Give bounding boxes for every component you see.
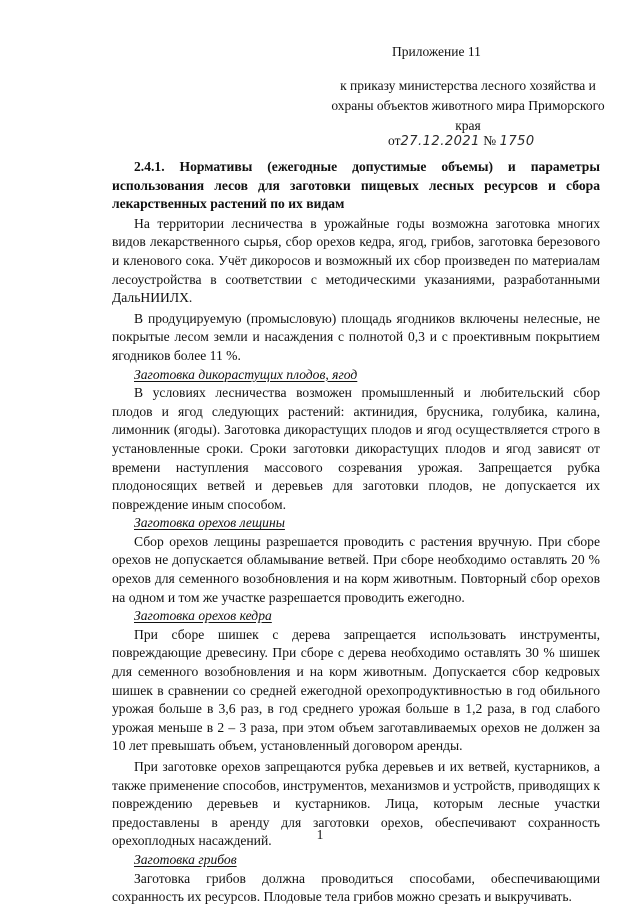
paragraph-fruits: В условиях лесничества возможен промышленный и любительский сбор плодов и ягод следующих растений: актинидия, брусника, голубика, калина, лимонник (ягоды). Заготовка дикорастущих плодов и ягод осуществляется строго в установленные сроки. Сроки заготовки дикорастущих плодов и ягод зависят от времени наступления массового созревания урожая. Запрещается рубка плодоносящих ветвей и деревьев для заготовки плодов, не допускается их повреждение иным способом. — [112, 385, 600, 512]
intro-paragraph-1: На территории лесничества в урожайные годы возможна заготовка многих видов лекарственного сырья, сбор орехов кедра, ягод, грибов, заготовка березового и кленового сока. Учёт дикоросов и возможный их сбор произведен по материалам лесоустройства в соответствии с методическими указаниями, разработанными ДальНИИЛХ. — [112, 215, 600, 306]
paragraph-cedar-2: При заготовке орехов запрещаются рубка деревьев и их ветвей, кустарников, а также применение способов, инструментов, механизмов и устройств, приводящих к повреждению деревьев и кустарников. Лица, которым лесные участки предоставлены в аренду для заготовки орехов, обеспечивают сохранность орехоплодных насаждений. — [112, 759, 600, 849]
subheading-cedar: Заготовка орехов кедра — [134, 608, 272, 624]
appendix-label: Приложение 11 — [392, 44, 481, 59]
date-prefix: от — [388, 133, 401, 148]
subheading-hazel: Заготовка орехов лещины — [134, 515, 285, 531]
paragraph-hazel: Сбор орехов лещины разрешается проводить с растения вручную. При сборе орехов не допускается обламывание ветвей. При сборе необходимо оставлять 20 % орехов для семенного возобновления и на корм животным. Повторный сбор орехов на одном и том же участке разрешается проводить ежегодно. — [112, 533, 600, 605]
handwritten-number: 1750 — [499, 134, 535, 149]
handwritten-date: 27.12.2021 — [400, 134, 480, 149]
subheading-mushrooms: Заготовка грибов — [134, 851, 237, 867]
document-body — [112, 158, 600, 907]
paragraph-mushrooms: Заготовка грибов должна проводиться способами, обеспечивающими сохранность их ресурсов. Плодовые тела грибов можно срезать и выкручивать. — [112, 870, 600, 905]
intro-paragraph-2: В продуцируемую (промысловую) площадь ягодников включены нелесные, не покрытые лесом земли и насаждения с полнотой 0,3 и с проективным покрытием ягодников более 11 %. — [112, 310, 600, 363]
paragraph-cedar-1: При сборе шишек с дерева запрещается использовать инструменты, повреждающие древесину. При сборе с дерева необходимо оставлять 30 % шишек для семенного возобновления и на корм животным. Допускается сбор кедровых шишек в сравнении со средней ежегодной орехопродуктивностью в год обильного урожая больше в 3,6 раз, в год среднего урожая больше в 1,2 раза, в год слабого урожая меньше в 2 – 3 раза, при этом объем заготавливаемых орехов не должен за 10 лет превышать объем, установленный договором аренды. — [112, 626, 600, 754]
subheading-fruits: Заготовка дикорастущих плодов, ягод — [134, 366, 358, 382]
order-reference: к приказу министерства лесного хозяйства и охраны объектов животного мира Приморского края — [331, 78, 605, 133]
number-prefix: № — [483, 133, 497, 148]
order-date-number — [388, 133, 535, 149]
page-number: 1 — [316, 827, 324, 842]
section-heading: 2.4.1. Нормативы (ежегодные допустимые объемы) и параметры использования лесов для заготовки пищевых лесных ресурсов и сбора лекарственных растений по их видам — [112, 159, 600, 212]
